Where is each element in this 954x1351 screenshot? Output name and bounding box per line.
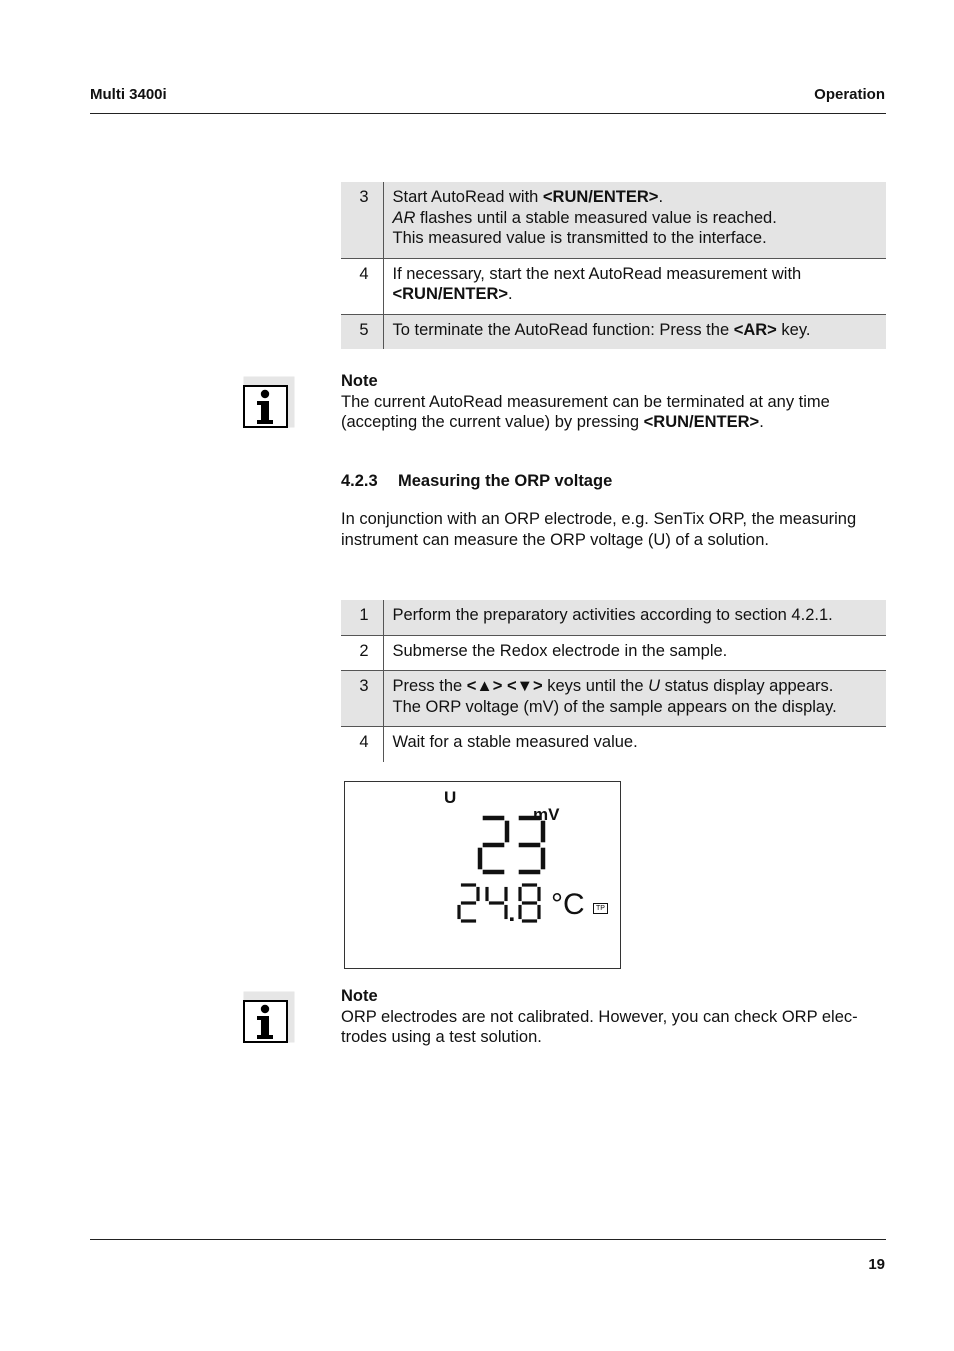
header-product-name: Multi 3400i (90, 86, 167, 103)
note-body (341, 1007, 891, 1048)
text-line (393, 208, 879, 229)
text-run: Wait for a stable measured value. (392, 733, 638, 751)
step-text (383, 600, 886, 635)
step-row (341, 314, 886, 349)
lcd-digits (345, 782, 620, 968)
text-run: To terminate the AutoRead function: Press the (392, 320, 734, 339)
step-number: 3 (341, 671, 383, 727)
text-line (393, 676, 879, 697)
text-run: (accepting the current value) by pressing (341, 413, 644, 431)
meter-display (344, 781, 621, 969)
step-row (341, 258, 886, 314)
text-line (341, 412, 891, 433)
step-number: 1 (341, 600, 383, 635)
step-number: 5 (341, 314, 383, 349)
text-run: . (658, 188, 664, 206)
emphasis: U (648, 677, 661, 695)
text-run: ORP electrodes are not calibrated. However, you can check ORP elec- (341, 1007, 858, 1026)
text-run: This measured value is transmitted to the interface. (392, 229, 767, 247)
step-row (341, 600, 886, 635)
note-autoread (341, 371, 891, 433)
text-line (393, 228, 879, 249)
section-title: Measuring the ORP voltage (398, 472, 613, 490)
text-line (341, 1027, 891, 1048)
info-icon (243, 991, 295, 1043)
step-text (383, 635, 886, 671)
text-run: The current AutoRead measurement can be terminated at any time (341, 392, 830, 411)
steps-table-autoread (341, 182, 886, 349)
display-mode-label: U (444, 788, 457, 807)
text-line (393, 732, 879, 753)
steps-table-orp (341, 600, 886, 762)
text-line (393, 187, 879, 208)
text-line (393, 284, 879, 305)
text-run: trodes using a test solution. (341, 1028, 542, 1046)
note-title: Note (341, 987, 378, 1005)
step-row (341, 727, 886, 762)
key-name: <RUN/ENTER> (392, 285, 509, 303)
text-line (393, 641, 879, 662)
step-number: 3 (341, 182, 383, 258)
text-run: . (508, 285, 513, 303)
intro-line: In conjunction with an ORP electrode, e.g. SenTix ORP, the measuring (341, 510, 857, 528)
step-number: 2 (341, 635, 383, 671)
emphasis: AR (392, 208, 416, 227)
text-run: Perform the preparatory activities according to section 4.2.1. (392, 606, 833, 624)
text-run: . (759, 413, 764, 431)
text-line (341, 1007, 891, 1028)
key-name: <AR> (733, 320, 777, 339)
note-body (341, 392, 891, 433)
note-orp-calibration (341, 986, 891, 1048)
text-line (393, 264, 879, 285)
step-text (383, 727, 886, 762)
display-temp-unit: °C (551, 888, 585, 921)
step-row (341, 182, 886, 258)
step-row (341, 635, 886, 671)
text-line (393, 605, 879, 626)
lcd-decimal-point (510, 917, 514, 921)
key-name: <▲> (466, 677, 503, 695)
step-text (383, 671, 886, 727)
section-heading (341, 472, 612, 491)
step-text (383, 314, 886, 349)
text-run: status display appears. (660, 677, 834, 695)
header-rule (90, 113, 886, 114)
step-text (383, 182, 886, 258)
step-number: 4 (341, 727, 383, 762)
text-run: flashes until a stable measured value is reached. (415, 208, 777, 227)
text-run: key. (776, 320, 811, 339)
step-number: 4 (341, 258, 383, 314)
key-name: <RUN/ENTER> (643, 413, 760, 431)
note-title: Note (341, 372, 378, 390)
intro-line: instrument can measure the ORP voltage (U) of a solution. (341, 531, 769, 549)
page-number: 19 (868, 1256, 885, 1273)
step-text (383, 258, 886, 314)
text-line (393, 320, 879, 341)
display-temp-indicator: TP (593, 903, 608, 914)
text-line (341, 392, 891, 413)
text-run: keys until the (542, 677, 649, 695)
step-row (341, 671, 886, 727)
key-name: <▼> (507, 677, 543, 695)
text-run: Submerse the Redox electrode in the sample. (392, 641, 728, 660)
text-run: Start AutoRead with (392, 188, 543, 206)
intro-paragraph (341, 509, 891, 551)
display-unit-label: mV (533, 805, 560, 824)
footer-rule (90, 1239, 886, 1240)
section-number: 4.2.3 (341, 472, 378, 490)
info-icon (243, 376, 295, 428)
header-chapter-name: Operation (814, 86, 885, 103)
text-line (393, 697, 879, 718)
key-name: <RUN/ENTER> (542, 188, 659, 206)
text-run: The ORP voltage (mV) of the sample appears on the display. (392, 697, 837, 716)
text-run: If necessary, start the next AutoRead measurement with (392, 264, 802, 283)
text-run: Press the (392, 677, 467, 695)
